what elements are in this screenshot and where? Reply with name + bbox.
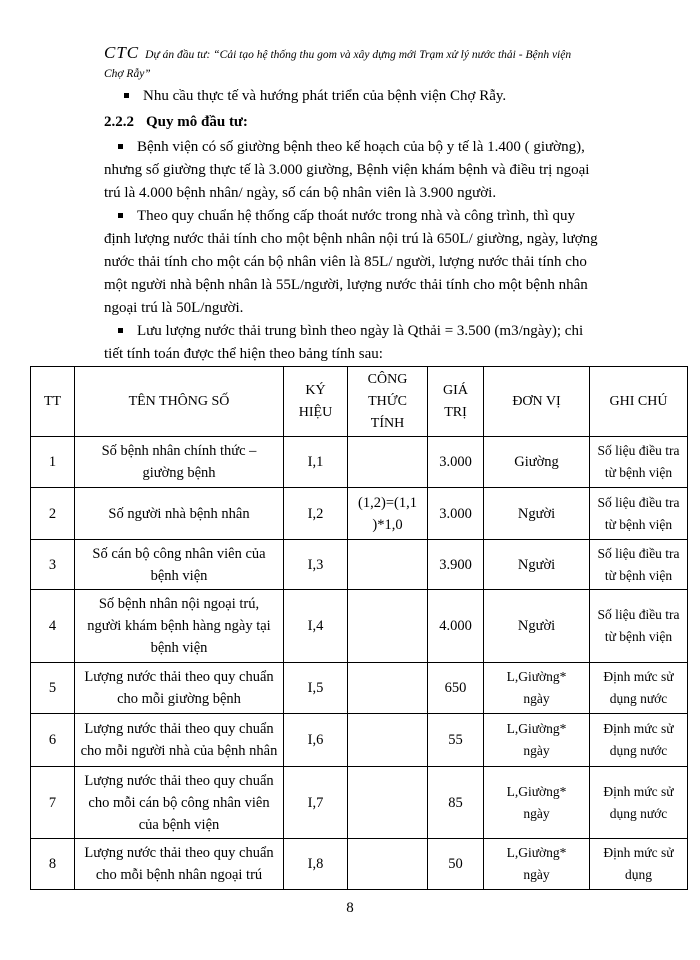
paragraph-line: Bệnh viện có số giường bệnh theo kế hoạch của bộ y tế là 1.400 ( giường), bbox=[137, 139, 585, 155]
cell-symbol: I,3 bbox=[284, 540, 348, 590]
cell-formula bbox=[348, 437, 428, 488]
cell-symbol: I,8 bbox=[284, 839, 348, 890]
cell-formula: (1,2)=(1,1 )*1,0 bbox=[348, 488, 428, 540]
cell-symbol: I,4 bbox=[284, 590, 348, 663]
cell-note: Số liệu điều tra từ bệnh viện bbox=[590, 488, 688, 540]
cell-unit: Người bbox=[484, 540, 590, 590]
paragraph-standard bbox=[118, 205, 575, 228]
cell-symbol: I,6 bbox=[284, 714, 348, 767]
cell-unit: L,Giường* ngày bbox=[484, 767, 590, 839]
page-header bbox=[104, 44, 604, 83]
cell-unit: L,Giường* ngày bbox=[484, 663, 590, 714]
cell-symbol: I,5 bbox=[284, 663, 348, 714]
cell-value: 650 bbox=[428, 663, 484, 714]
bullet-icon bbox=[118, 328, 123, 333]
cell-value: 3.000 bbox=[428, 488, 484, 540]
header-symbol: KÝ HIỆU bbox=[284, 367, 348, 437]
cell-name: Lượng nước thải theo quy chuẩn cho mỗi cán bộ công nhân viên của bệnh viện bbox=[75, 767, 284, 839]
table-row bbox=[31, 839, 688, 890]
table-row bbox=[31, 663, 688, 714]
cell-value: 3.000 bbox=[428, 437, 484, 488]
bullet-icon bbox=[118, 144, 123, 149]
cell-name: Số bệnh nhân nội ngoại trú, người khám bệnh hàng ngày tại bệnh viện bbox=[75, 590, 284, 663]
bullet-icon bbox=[118, 213, 123, 218]
paragraph-line: nước thải tính cho một cán bộ nhân viên là 85L/ người, lượng nước thải tính cho bbox=[104, 254, 587, 270]
cell-tt: 4 bbox=[31, 590, 75, 663]
wastewater-table bbox=[30, 366, 688, 890]
cell-note: Số liệu điều tra từ bệnh viện bbox=[590, 540, 688, 590]
cell-note: Định mức sử dụng nước bbox=[590, 767, 688, 839]
cell-name: Số bệnh nhân chính thức – giường bệnh bbox=[75, 437, 284, 488]
cell-unit: L,Giường* ngày bbox=[484, 714, 590, 767]
table-row bbox=[31, 714, 688, 767]
cell-value: 4.000 bbox=[428, 590, 484, 663]
paragraph-line: Theo quy chuẩn hệ thống cấp thoát nước trong nhà và công trình, thì quy bbox=[137, 208, 576, 224]
cell-tt: 3 bbox=[31, 540, 75, 590]
table-row bbox=[31, 767, 688, 839]
table-row bbox=[31, 488, 688, 540]
cell-tt: 6 bbox=[31, 714, 75, 767]
cell-name: Lượng nước thải theo quy chuẩn cho mỗi người nhà của bệnh nhân bbox=[75, 714, 284, 767]
header-name: TÊN THÔNG SỐ bbox=[75, 367, 284, 437]
section-heading bbox=[104, 114, 248, 131]
cell-note: Số liệu điều tra từ bệnh viện bbox=[590, 437, 688, 488]
header-tt: TT bbox=[31, 367, 75, 437]
cell-symbol: I,1 bbox=[284, 437, 348, 488]
cell-note: Định mức sử dụng nước bbox=[590, 663, 688, 714]
header-note: GHI CHÚ bbox=[590, 367, 688, 437]
table-header-row bbox=[31, 367, 688, 437]
paragraph-bed-count bbox=[118, 136, 684, 159]
cell-tt: 1 bbox=[31, 437, 75, 488]
cell-formula bbox=[348, 540, 428, 590]
cell-formula bbox=[348, 839, 428, 890]
cell-value: 3.900 bbox=[428, 540, 484, 590]
cell-tt: 2 bbox=[31, 488, 75, 540]
cell-name: Số người nhà bệnh nhân bbox=[75, 488, 284, 540]
table-row bbox=[31, 437, 688, 488]
cell-formula bbox=[348, 714, 428, 767]
cell-formula bbox=[348, 767, 428, 839]
paragraph-line: nhưng số giường thực tế là 3.000 giường, Bệnh viện khám bệnh và điều trị ngoại bbox=[104, 162, 590, 178]
cell-note: Định mức sử dụng nước bbox=[590, 714, 688, 767]
section-title: Quy mô đầu tư: bbox=[146, 114, 248, 130]
cell-tt: 5 bbox=[31, 663, 75, 714]
paragraph-flow bbox=[118, 320, 583, 343]
cell-unit: Người bbox=[484, 488, 590, 540]
paragraph-line: một người nhà bệnh nhân là 55L/người, lượng nước thải tính cho một bệnh nhân bbox=[104, 277, 588, 293]
header-project-line2: Chợ Rẫy” bbox=[104, 68, 151, 80]
cell-symbol: I,2 bbox=[284, 488, 348, 540]
cell-tt: 7 bbox=[31, 767, 75, 839]
cell-name: Lượng nước thải theo quy chuẩn cho mỗi bệnh nhân ngoại trú bbox=[75, 839, 284, 890]
header-code: CTC bbox=[104, 43, 140, 62]
paragraph-line: ngoại trú là 50L/người. bbox=[104, 300, 244, 316]
paragraph-line: tiết tính toán được thể hiện theo bảng tính sau: bbox=[104, 346, 383, 362]
cell-tt: 8 bbox=[31, 839, 75, 890]
table-row bbox=[31, 540, 688, 590]
header-unit: ĐƠN VỊ bbox=[484, 367, 590, 437]
paragraph-line: định lượng nước thải tính cho một bệnh nhân nội trú là 650L/ giường, ngày, lượng bbox=[104, 231, 598, 247]
bullet-icon bbox=[124, 93, 129, 98]
cell-value: 50 bbox=[428, 839, 484, 890]
cell-formula bbox=[348, 590, 428, 663]
header-formula: CÔNG THỨC TÍNH bbox=[348, 367, 428, 437]
cell-note: Định mức sử dụng bbox=[590, 839, 688, 890]
cell-unit: L,Giường* ngày bbox=[484, 839, 590, 890]
cell-value: 55 bbox=[428, 714, 484, 767]
header-value: GIÁ TRỊ bbox=[428, 367, 484, 437]
paragraph-needs bbox=[124, 85, 506, 108]
cell-note: Số liệu điều tra từ bệnh viện bbox=[590, 590, 688, 663]
paragraph-text: Nhu cầu thực tế và hướng phát triển của bệnh viện Chợ Rẫy. bbox=[143, 88, 507, 104]
header-project-line1: Dự án đầu tư: “Cải tạo hệ thống thu gom và xây dựng mới Trạm xử lý nước thải - Bệnh viện bbox=[145, 49, 572, 61]
cell-formula bbox=[348, 663, 428, 714]
cell-symbol: I,7 bbox=[284, 767, 348, 839]
section-number: 2.2.2 bbox=[104, 114, 134, 130]
paragraph-line: trú là 4.000 bệnh nhân/ ngày, số cán bộ nhân viên là 3.900 người. bbox=[104, 185, 497, 201]
page-number: 8 bbox=[346, 900, 354, 916]
cell-name: Lượng nước thải theo quy chuẩn cho mỗi giường bệnh bbox=[75, 663, 284, 714]
cell-unit: Giường bbox=[484, 437, 590, 488]
paragraph-line: Lưu lượng nước thải trung bình theo ngày là Qthải = 3.500 (m3/ngày); chi bbox=[137, 323, 584, 339]
table-row bbox=[31, 590, 688, 663]
cell-name: Số cán bộ công nhân viên của bệnh viện bbox=[75, 540, 284, 590]
cell-unit: Người bbox=[484, 590, 590, 663]
cell-value: 85 bbox=[428, 767, 484, 839]
